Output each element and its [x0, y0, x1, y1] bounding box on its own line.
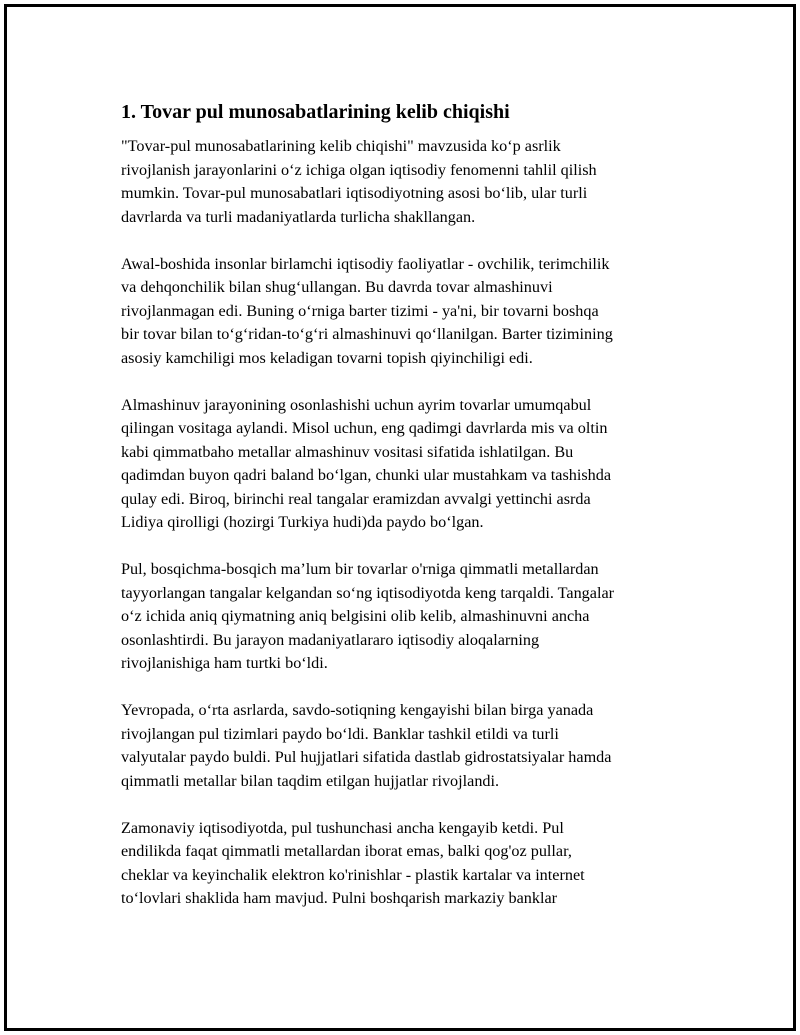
- paragraph-line: osonlashtirdi. Bu jarayon madaniyatlararo iqtisodiy aloqalarning: [121, 630, 540, 649]
- paragraph-europe: [121, 699, 691, 793]
- paragraph-line: valyutalar paydo buldi. Pul hujjatlari sifatida dastlab gidrostatsiyalar hamda: [121, 748, 612, 766]
- paragraph-intro: [121, 135, 691, 229]
- paragraph-line: kabi qimmatbaho metallar almashinuv vositasi sifatida ishlatilgan. Bu: [121, 442, 574, 461]
- paragraph-line: rivojlanish jarayonlarini oʻz ichiga olgan iqtisodiy fenomenni tahlil qilish: [121, 160, 597, 179]
- paragraph-line: mumkin. Tovar-pul munosabatlari iqtisodiyotning asosi boʻlib, ular turli: [121, 184, 588, 202]
- paragraph-line: Pul, bosqichma-bosqich maʼlum bir tovarlar o'rniga qimmatli metallardan: [121, 560, 599, 578]
- paragraph-line: "Tovar-pul munosabatlarining kelib chiqishi" mavzusida koʻp asrlik: [121, 137, 561, 155]
- paragraph-line: Almashinuv jarayonining osonlashishi uchun ayrim tovarlar umumqabul: [121, 395, 592, 414]
- paragraph-line: va dehqonchilik bilan shugʻullangan. Bu davrda tovar almashinuvi: [121, 278, 553, 296]
- paragraph-line: Zamonaviy iqtisodiyotda, pul tushunchasi ancha kengayib ketdi. Pul: [121, 818, 564, 837]
- paragraph-line: asosiy kamchiligi mos keladigan tovarni topish qiyinchiligi edi.: [121, 348, 533, 367]
- paragraph-line: qilingan vositaga aylandi. Misol uchun, eng qadimgi davrlarda mis va oltin: [121, 419, 608, 437]
- paragraph-metals: [121, 394, 691, 535]
- paragraph-line: tayyorlangan tangalar kelgandan soʻng iqtisodiyotda keng tarqaldi. Tangalar: [121, 583, 615, 602]
- paragraph-line: Awal-boshida insonlar birlamchi iqtisodiy faoliyatlar - ovchilik, terimchilik: [121, 254, 610, 273]
- paragraph-line: oʻz ichida aniq qiymatning aniq belgisini olib kelib, almashinuvni ancha: [121, 607, 590, 625]
- paragraph-line: qimmatli metallar bilan taqdim etilgan hujjatlar rivojlandi.: [121, 771, 500, 790]
- paragraph-line: endilikda faqat qimmatli metallardan iborat emas, balki qog'oz pullar,: [121, 842, 572, 860]
- paragraph-line: qadimdan buyon qadri baland boʻlgan, chunki ular mustahkam va tashishda: [121, 466, 612, 484]
- section-heading: 1. Tovar pul munosabatlarining kelib chiqishi: [121, 101, 510, 123]
- paragraph-line: cheklar va keyinchalik elektron ko'rinishlar - plastik kartalar va internet: [121, 865, 585, 884]
- document-body: [121, 99, 691, 934]
- paragraph-line: Yevropada, oʻrta asrlarda, savdo-sotiqning kengayishi bilan birga yanada: [121, 701, 594, 719]
- paragraph-line: bir tovar bilan toʻgʻridan-toʻgʻri almashinuvi qoʻllanilgan. Barter tizimining: [121, 325, 613, 343]
- paragraph-line: davrlarda va turli madaniyatlarda turlicha shakllangan.: [121, 207, 476, 226]
- paragraph-barter: [121, 253, 691, 371]
- paragraph-coins: [121, 558, 691, 676]
- paragraph-line: rivojlangan pul tizimlari paydo boʻldi. Banklar tashkil etildi va turli: [121, 724, 559, 743]
- page-border: [4, 4, 796, 1031]
- paragraph-modern: [121, 817, 691, 911]
- paragraph-line: qulay edi. Biroq, birinchi real tangalar eramizdan avvalgi yettinchi asrda: [121, 489, 591, 508]
- paragraph-line: toʻlovlari shaklida ham mavjud. Pulni boshqarish markaziy banklar: [121, 889, 558, 907]
- paragraph-line: rivojlanmagan edi. Buning oʻrniga barter tizimi - ya'ni, bir tovarni boshqa: [121, 301, 599, 320]
- paragraph-line: Lidiya qirolligi (hozirgi Turkiya hudi)da paydo boʻlgan.: [121, 513, 484, 531]
- paragraph-line: rivojlanishiga ham turtki boʻldi.: [121, 654, 328, 672]
